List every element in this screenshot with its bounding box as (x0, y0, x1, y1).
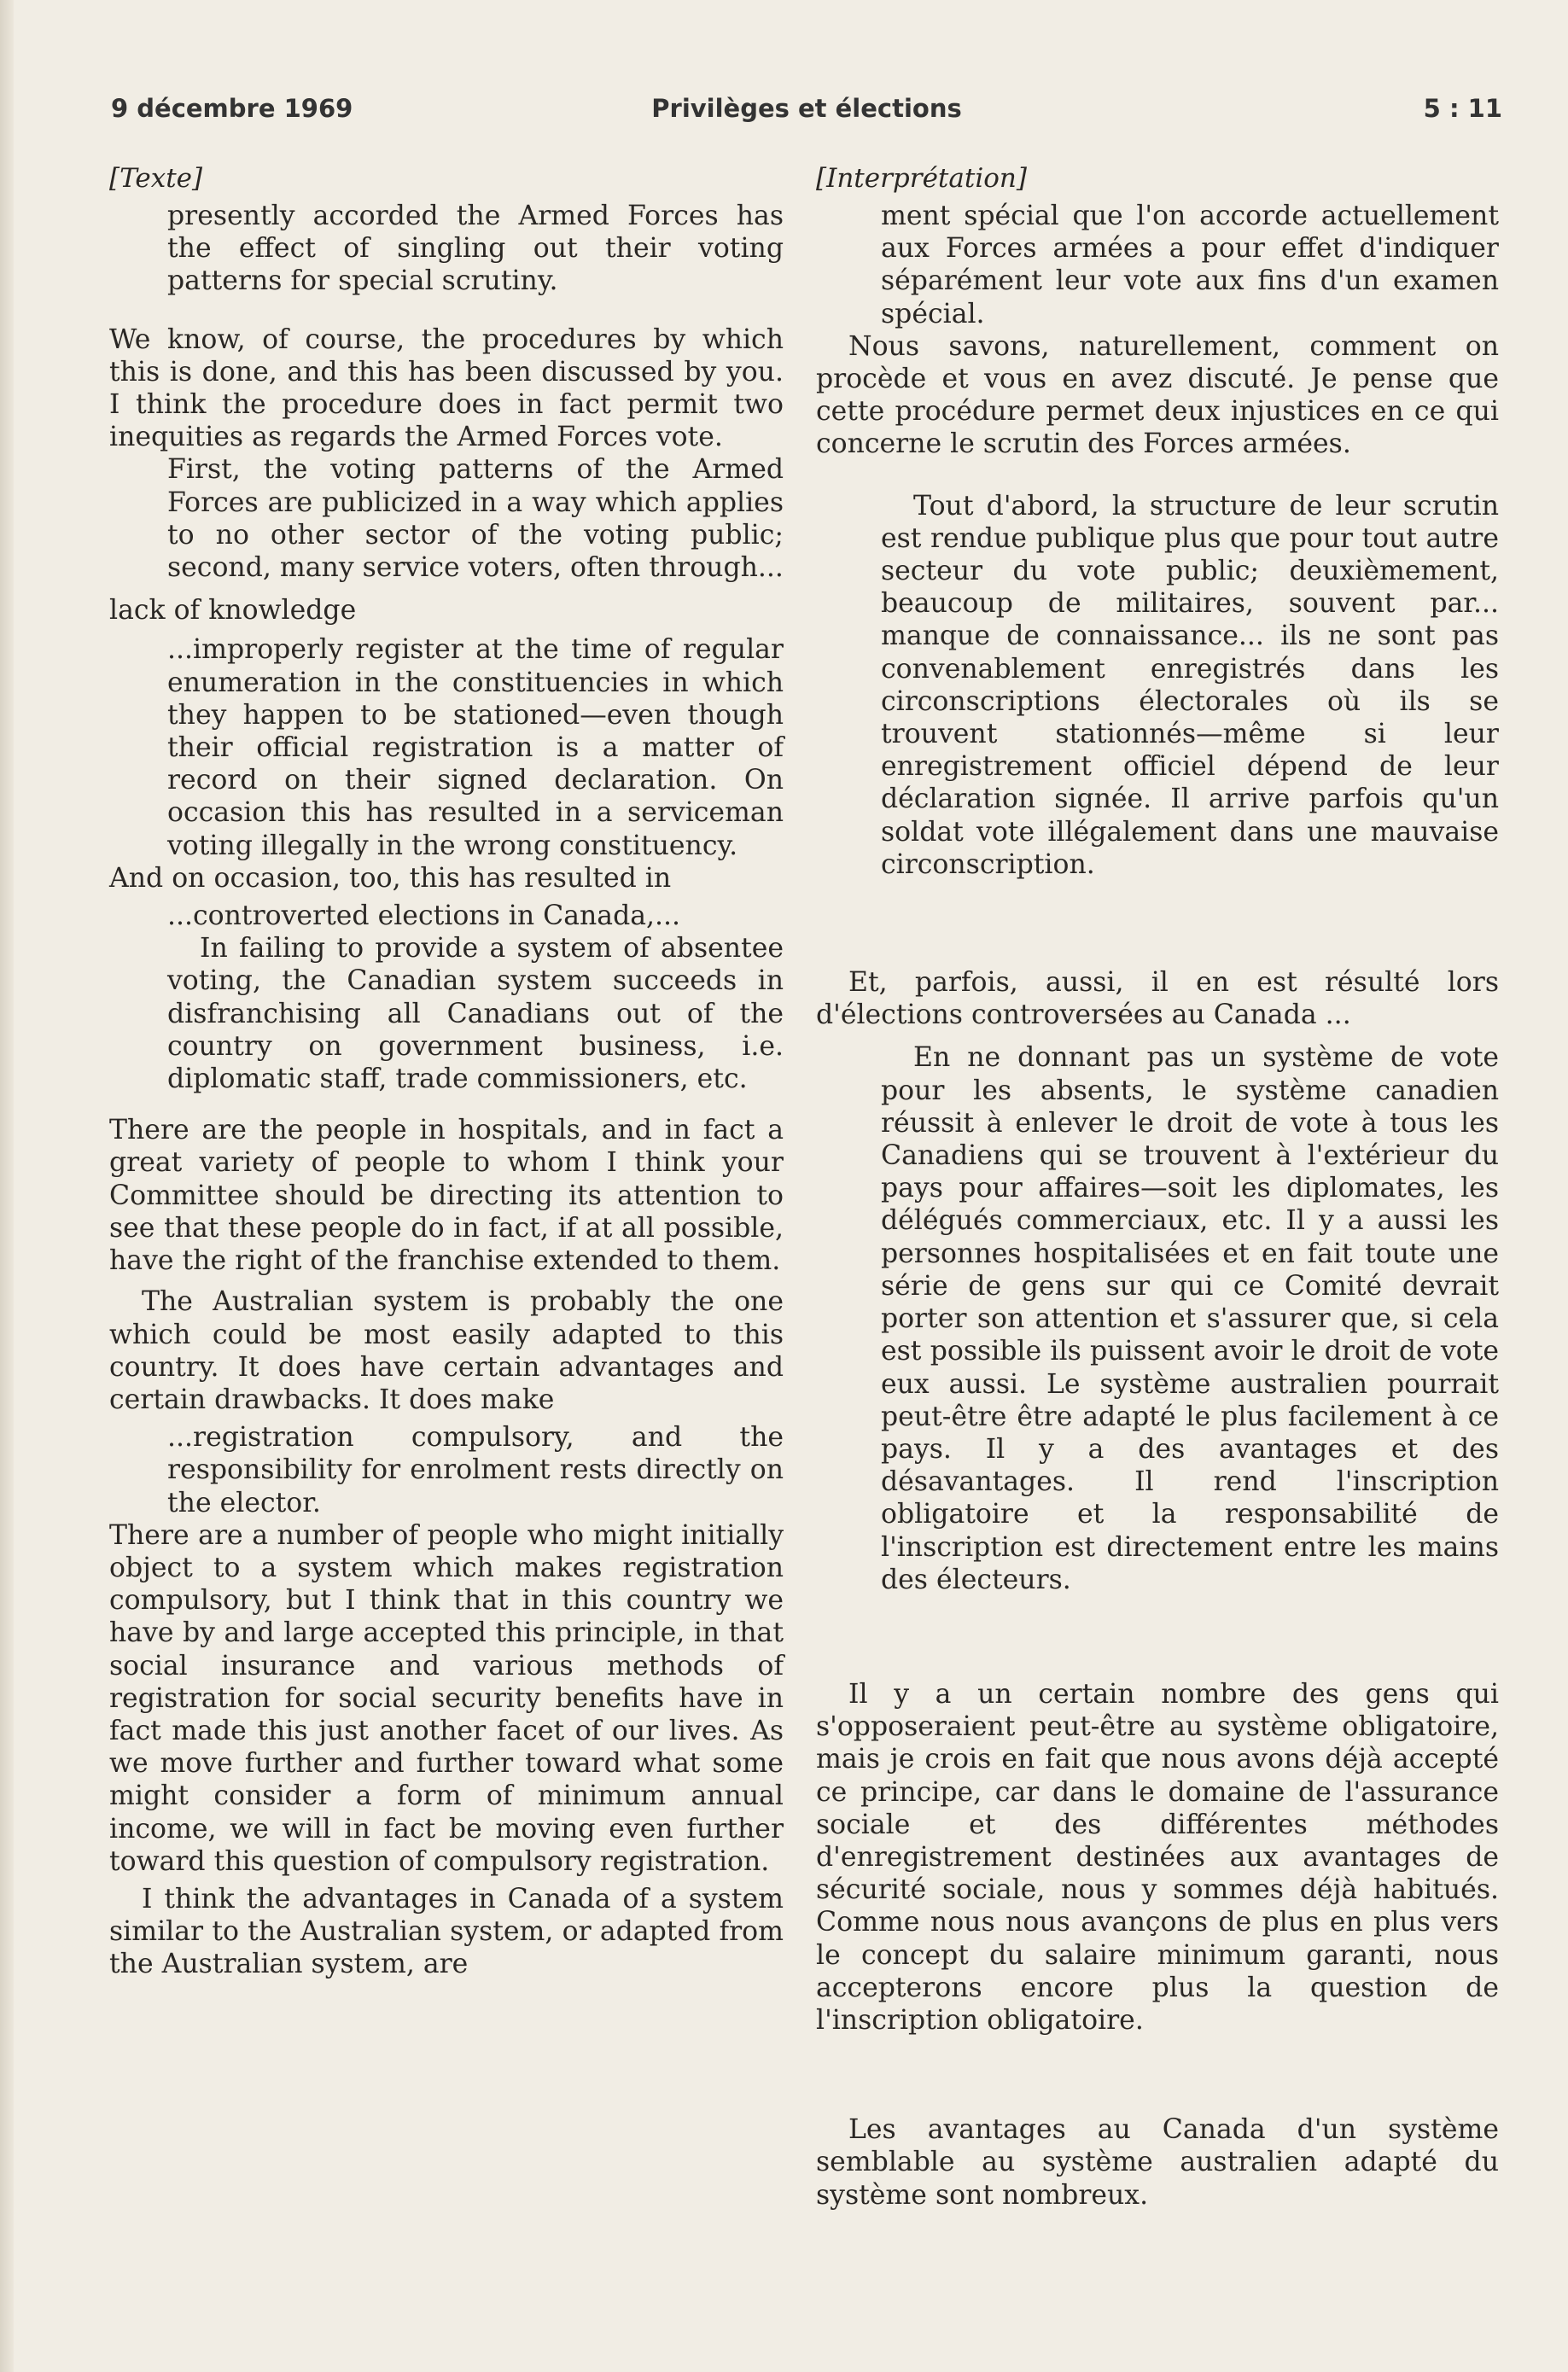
paragraph: Et, parfois, aussi, il en est résulté lors d'élections controversées au Canada ... (816, 967, 1499, 1031)
paragraph: Tout d'abord, la structure de leur scrutin est rendue publique plus que pour tout autre secteur du vote public; deuxièmement, beaucoup de militaires, souvent par... manque de connaissance... ils ne sont pas convenablement enregistrés dans les circonscriptions électorales où ils se trouvent stationnés—même si leur enregistrement officiel dépend de leur déclaration signée. Il arrive parfois qu'un soldat vote illégalement dans une mauvaise circonscription. (881, 490, 1499, 880)
quote-paragraph: ...improperly register at the time of regular enumeration in the constituencies in which they happen to be stationed—even though their official registration is a matter of record on their signed declaration. On occasion this has resulted in a serviceman voting illegally in the wrong constituency. (167, 634, 784, 861)
header-title: Privilèges et élections (651, 94, 962, 123)
paragraph: Il y a un certain nombre des gens qui s'opposeraient peut-être au système obligatoire, mais je crois en fait que nous avons déjà accepté ce principe, car dans le domaine de l'assurance sociale et des différentes méthodes d'enregistrement destinées aux avantages de sécurité sociale, nous y sommes déjà habitués. Comme nous nous avançons de plus en plus vers le concept du salaire minimum garanti, nous accepterons encore plus la question de l'inscription obligatoire. (816, 1678, 1499, 2036)
paragraph: There are the people in hospitals, and in fact a great variety of people to whom I think your Committee should be directing its attention to see that these people do in fact, if at all possible, have the right of the franchise extended to them. (109, 1115, 784, 1277)
paragraph: There are a number of people who might initially object to a system which makes registration compulsory, but I think that in this country we have by and large accepted this principle, in that social insurance and various methods of registration for social security benefits have in fact made this just another facet of our lives. As we move further and further toward what some might consider a form of minimum annual income, we will in fact be moving even further toward this question of compulsory registration. (109, 1519, 784, 1877)
paragraph: And on occasion, too, this has resulted in (109, 862, 672, 894)
quote-paragraph: ...controverted elections in Canada,... (167, 900, 681, 932)
paragraph: The Australian system is probably the one which could be most easily adapted to this country. It does have certain advantages and certain drawbacks. It does make (109, 1286, 784, 1415)
quote-paragraph: ...registration compulsory, and the responsibility for enrolment rests directly on the elector. (167, 1422, 784, 1518)
paragraph: Nous savons, naturellement, comment on procède et vous en avez discuté. Je pense que cette procédure permet deux injustices en ce qui concerne le scrutin des Forces armées. (816, 330, 1499, 460)
english-column (109, 162, 784, 1981)
text-label: [Texte] (109, 163, 203, 194)
paragraph: ment spécial que l'on accorde actuellement aux Forces armées a pour effet d'indiquer séparément leur vote aux fins d'un examen spécial. (881, 201, 1499, 329)
french-column (816, 162, 1499, 2212)
paragraph: Les avantages au Canada d'un système semblable au système australien adapté du système sont nombreux. (816, 2114, 1499, 2211)
page-header (111, 94, 1502, 133)
paragraph: We know, of course, the procedures by which this is done, and this has been discussed by you. I think the procedure does in fact permit two inequities as regards the Armed Forces vote. (109, 323, 784, 453)
quote-paragraph: In failing to provide a system of absentee voting, the Canadian system succeeds in disfranchising all Canadians out of the country on government business, i.e. diplomatic staff, trade commissioners, etc. (167, 933, 784, 1095)
paragraph: lack of knowledge (109, 595, 357, 627)
paragraph: En ne donnant pas un système de vote pour les absents, le système canadien réussit à enlever le droit de vote à tous les Canadiens qui se trouvent à l'extérieur du pays pour affaires—soit les diplomates, les délégués commerciaux, etc. Il y a aussi les personnes hospitalisées et en fait toute une série de gens sur qui ce Comité devrait porter son attention et s'assurer que, si cela est possible ils puissent avoir le droit de vote eux aussi. Le système australien pourrait peut-être être adapté le plus facilement à ce pays. Il y a des avantages et des désavantages. Il rend l'inscription obligatoire et la responsabilité de l'inscription est directement entre les mains des électeurs. (881, 1042, 1499, 1595)
paragraph: I think the advantages in Canada of a system similar to the Australian system, or adapted from the Australian system, are (109, 1883, 784, 1980)
paragraph: presently accorded the Armed Forces has the effect of singling out their voting patterns for special scrutiny. (167, 201, 784, 297)
quote-paragraph: First, the voting patterns of the Armed Forces are publicized in a way which applies to no other sector of the voting public; second, many service voters, often through... (167, 454, 784, 584)
page-binding-edge (0, 0, 14, 2372)
header-page-number: 5 : 11 (1423, 94, 1502, 123)
interpretation-label: [Interprétation] (816, 163, 1027, 194)
header-date: 9 décembre 1969 (111, 94, 353, 123)
